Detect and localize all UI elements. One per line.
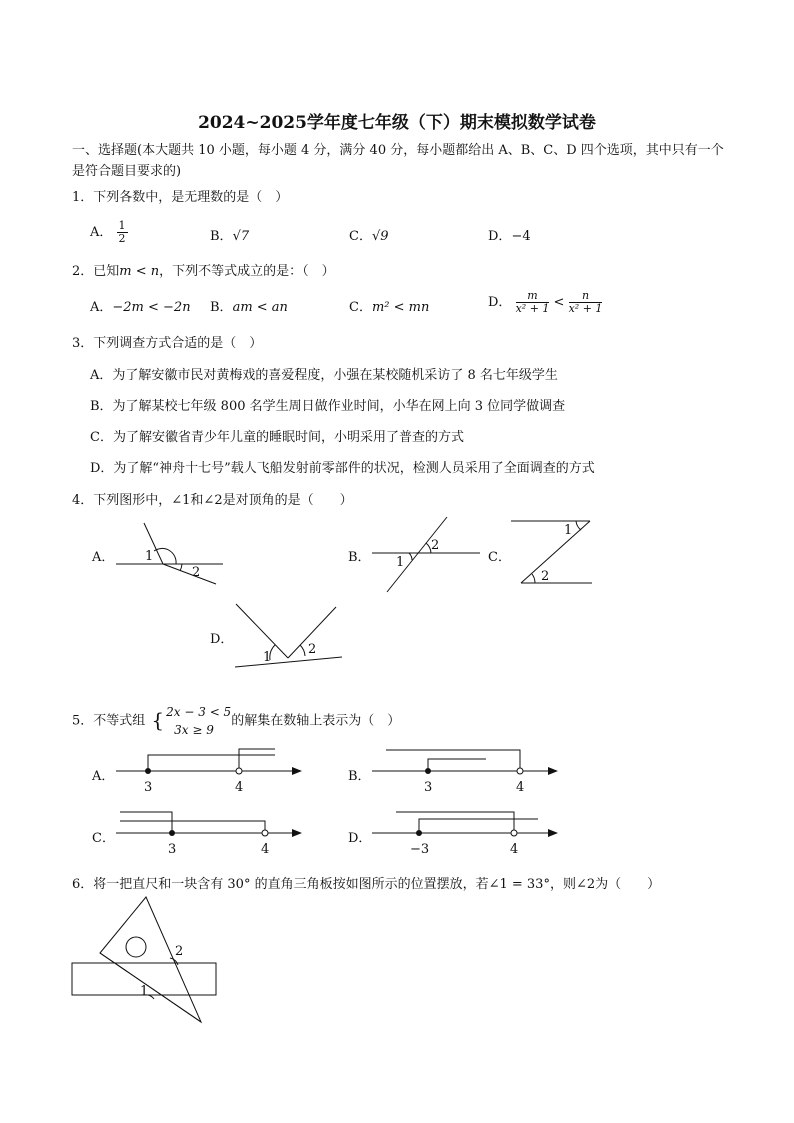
option-value: −2m < −2n xyxy=(112,300,191,315)
q2-option-b xyxy=(210,296,288,315)
section-heading: 一、选择题(本大题共 10 小题，每小题 4 分，满分 40 分，每小题都给出 A、B、C、D 四个选项，其中只有一个是符合题目要求的) xyxy=(72,143,724,179)
option-label: A． xyxy=(90,225,113,240)
q3-option-d: D．为了解“神舟十七号”载人飞船发射前零部件的状况，检测人员采用了全面调查的方式 xyxy=(90,461,595,476)
q5-numberline-c xyxy=(110,807,310,857)
angle-label-1: 1 xyxy=(140,984,149,999)
option-label: B． xyxy=(210,300,233,315)
angle-label-1: 1 xyxy=(145,549,154,564)
q2-option-a xyxy=(90,296,191,315)
q4-label-c: C． xyxy=(488,550,511,565)
fraction: $\frac{m}{\text{x² + 1}}$ xyxy=(515,289,550,315)
q3-option-a: A．为了解安徽市民对黄梅戏的喜爱程度，小强在某校随机采访了 8 名七年级学生 xyxy=(90,368,558,383)
option-label: A． xyxy=(90,300,113,315)
option-label: B． xyxy=(210,229,233,244)
option-value: am < an xyxy=(232,300,288,315)
q1-option-d xyxy=(488,225,531,244)
angle-label-1: 1 xyxy=(263,650,272,665)
angle-label-2: 2 xyxy=(541,569,550,584)
option-value: √9 xyxy=(371,229,389,244)
q2-option-c xyxy=(349,296,429,315)
option-label: C． xyxy=(349,229,372,244)
angle-label-2: 2 xyxy=(192,565,201,580)
q4-label-a: A． xyxy=(92,550,115,565)
angle-label-1: 1 xyxy=(396,555,405,570)
page-title: 2024~2025学年度七年级（下）期末模拟数学试卷 xyxy=(198,113,596,133)
q4-figure-b xyxy=(368,514,488,594)
q6-stem: 6．将一把直尺和一块含有 30° 的直角三角板按如图所示的位置摆放，若∠1 = 33°，则∠2为（ ） xyxy=(72,877,661,892)
q4-label-d: D． xyxy=(210,632,234,647)
inline-math: m < n xyxy=(119,264,160,279)
fraction: $\frac{n}{\text{x² + 1}}$ xyxy=(568,289,603,315)
q5-label-c: C． xyxy=(92,831,115,846)
option-value: √7 xyxy=(232,229,250,244)
q1-option-a xyxy=(90,220,128,245)
q4-figure-c xyxy=(508,518,598,590)
q4-stem: 4．下列图形中，∠1和∠2是对顶角的是（ ） xyxy=(72,493,353,508)
q5-label-b: B． xyxy=(348,769,371,784)
q2-stem: 2．已知m < n，下列不等式成立的是：（ ） xyxy=(72,264,335,279)
angle-label-2: 2 xyxy=(308,642,317,657)
option-value: −4 xyxy=(511,229,531,244)
tick-label: 3 xyxy=(424,780,433,795)
tick-label: 4 xyxy=(516,780,525,795)
tick-label: 3 xyxy=(168,842,177,857)
q5-numberline-d xyxy=(366,807,566,857)
option-label: C． xyxy=(349,300,372,315)
q1-option-c xyxy=(349,225,389,244)
brace: { xyxy=(151,708,165,732)
q2-option-d: D． $\frac{m}{\text{x² + 1}}$ < $\frac{n}{\text{x² + 1}}$ xyxy=(488,289,603,315)
q5-label-d: D． xyxy=(348,831,372,846)
fraction: $\frac{1}{2}$ xyxy=(118,219,126,245)
tick-label: 4 xyxy=(261,842,270,857)
q1-option-b xyxy=(210,225,249,244)
q1-stem: 1．下列各数中，是无理数的是（ ） xyxy=(72,190,289,205)
q6-figure xyxy=(70,895,220,1025)
q4-label-b: B． xyxy=(348,550,371,565)
option-label: D． xyxy=(488,229,512,244)
inequality-system: 2x − 3 < 5 3x ≥ 9 xyxy=(166,705,232,737)
q3-option-b: B．为了解某校七年级 800 名学生周日做作业时间，小华在网上向 3 位同学做调查 xyxy=(90,399,566,414)
tick-label: −3 xyxy=(410,842,430,857)
q3-stem: 3．下列调查方式合适的是（ ） xyxy=(72,336,263,351)
tick-label: 4 xyxy=(510,842,519,857)
q3-option-c: C．为了解安徽省青少年儿童的睡眠时间，小明采用了普查的方式 xyxy=(90,430,464,445)
option-label: D． xyxy=(488,295,512,310)
tick-label: 4 xyxy=(235,780,244,795)
q4-figure-d xyxy=(230,600,350,670)
q5-stem: 5．不等式组 { 2x − 3 < 5 3x ≥ 9 的解集在数轴上表示为（ ） xyxy=(72,705,401,737)
option-value: m² < mn xyxy=(371,300,430,315)
q5-label-a: A． xyxy=(92,769,115,784)
q5-numberline-a xyxy=(110,745,310,795)
angle-label-1: 1 xyxy=(564,523,573,538)
angle-label-2: 2 xyxy=(175,944,184,959)
tick-label: 3 xyxy=(144,780,153,795)
angle-label-2: 2 xyxy=(431,538,440,553)
q5-numberline-b xyxy=(366,745,566,795)
q4-figure-a xyxy=(110,520,230,590)
